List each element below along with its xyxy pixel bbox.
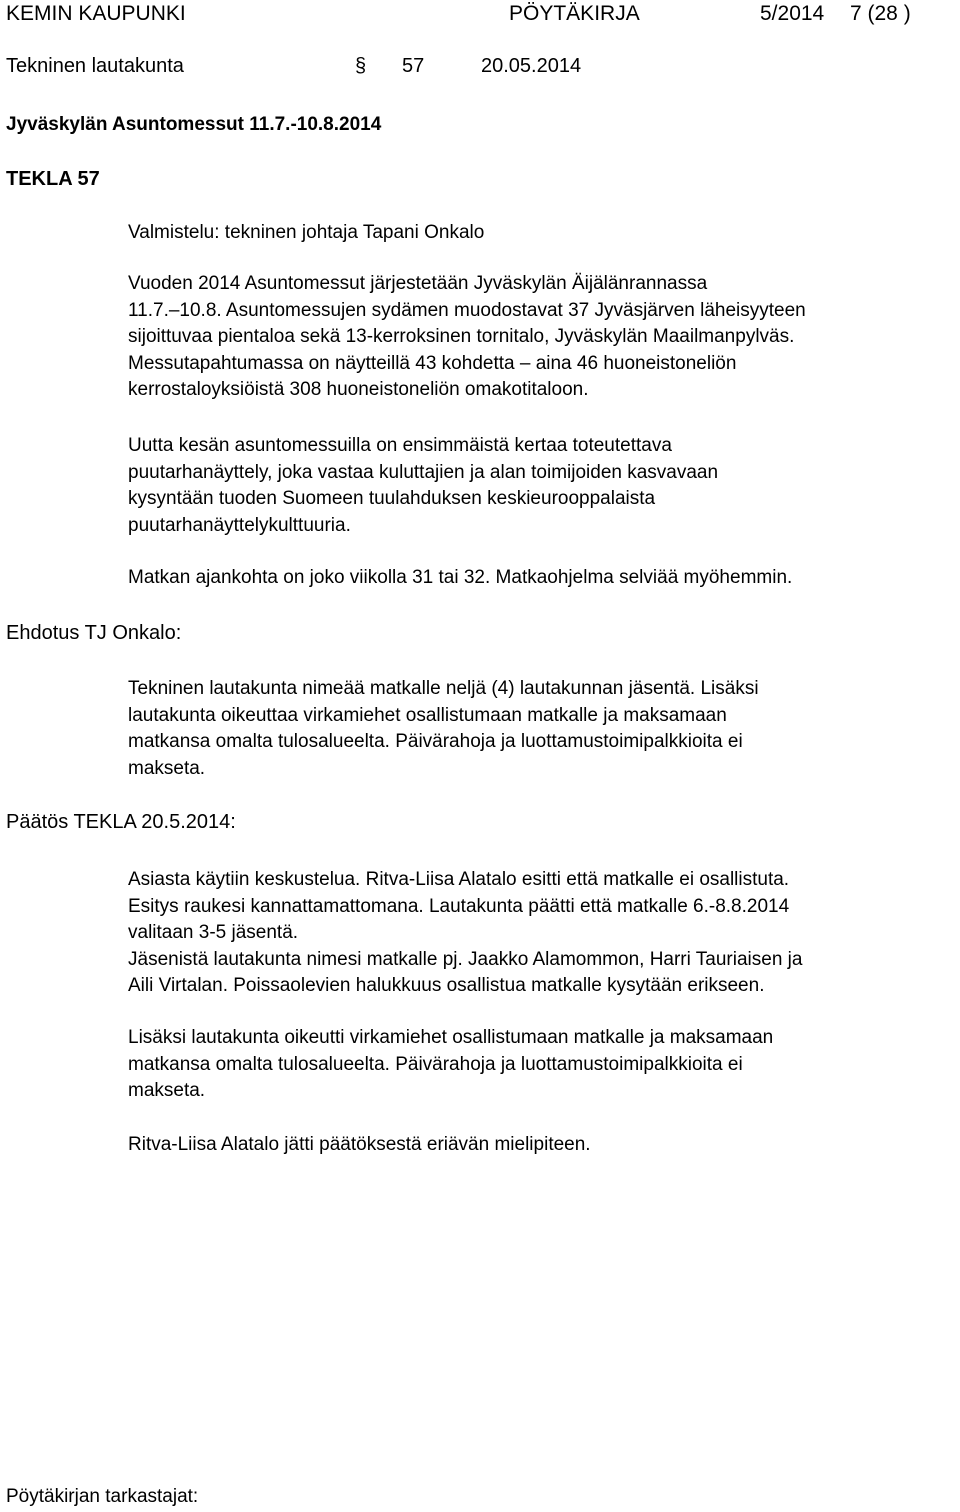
- header-doc-number: 5/2014: [760, 2, 825, 25]
- intro-paragraph: [128, 271, 958, 404]
- intro-line: Messutapahtumassa on näytteillä 43 kohdetta – aina 46 huoneistoneliön: [128, 352, 737, 374]
- decision-extra-line: makseta.: [128, 1080, 206, 1101]
- decision-paragraph: [128, 867, 958, 1000]
- garden-line: Uutta kesän asuntomessuilla on ensimmäistä kertaa toteutettava: [128, 435, 672, 456]
- header-page: 7 (28 ): [850, 2, 911, 25]
- section-symbol: §: [355, 55, 367, 77]
- intro-line: sijoittuvaa pientaloa sekä 13-kerroksinen tornitalo, Jyväskylän Maailmanpylväs.: [128, 326, 795, 347]
- proposal-paragraph: [128, 676, 958, 782]
- intro-line: kerrostaloyksiöistä 308 huoneistoneliön omakotitaloon.: [128, 379, 589, 400]
- decision-line: Aili Virtalan. Poissaolevien halukkuus osallistua matkalle kysytään erikseen.: [128, 975, 765, 996]
- decision-label: Päätös TEKLA 20.5.2014:: [6, 811, 236, 833]
- preparation-line: Valmistelu: tekninen johtaja Tapani Onkalo: [128, 222, 485, 243]
- decision-extra-line: matkansa omalta tulosalueelta. Päivärahoja ja luottamustoimipalkkioita ei: [128, 1053, 743, 1075]
- proposal-line: lautakunta oikeuttaa virkamiehet osallistumaan matkalle ja maksamaan: [128, 704, 727, 726]
- garden-line: puutarhanäyttelykulttuuria.: [128, 514, 351, 536]
- section-label: TEKLA 57: [6, 168, 100, 190]
- decision-extra-paragraph: [128, 1025, 958, 1105]
- proposal-line: matkansa omalta tulosalueelta. Päivärahoja ja luottamustoimipalkkioita ei: [128, 731, 743, 752]
- header-date: 20.05.2014: [481, 55, 582, 77]
- decision-line: Asiasta käytiin keskustelua. Ritva-Liisa Alatalo esitti että matkalle ei osallistuta.: [128, 869, 790, 890]
- garden-line: kysyntään tuoden Suomeen tuulahduksen keskieurooppalaista: [128, 488, 656, 509]
- header-doc-type: PÖYTÄKIRJA: [509, 2, 640, 25]
- decision-extra-line: Lisäksi lautakunta oikeutti virkamiehet osallistumaan matkalle ja maksamaan: [128, 1027, 774, 1048]
- garden-line: puutarhanäyttely, joka vastaa kuluttajien ja alan toimijoiden kasvavaan: [128, 461, 719, 483]
- proposal-line: Tekninen lautakunta nimeää matkalle neljä (4) lautakunnan jäsentä. Lisäksi: [128, 678, 759, 699]
- header-section-number: 57: [402, 55, 425, 77]
- proposal-line: makseta.: [128, 757, 206, 779]
- decision-line: Esitys raukesi kannattamattomana. Lautakunta päätti että matkalle 6.-8.8.2014: [128, 895, 790, 917]
- proposal-label: Ehdotus TJ Onkalo:: [6, 622, 182, 644]
- decision-line: valitaan 3-5 jäsentä.: [128, 922, 299, 943]
- footer-reviewers-label: Pöytäkirjan tarkastajat:: [6, 1486, 199, 1507]
- garden-paragraph: [128, 433, 958, 539]
- decision-line: Jäsenistä lautakunta nimesi matkalle pj. Jaakko Alamommon, Harri Tauriaisen ja: [128, 948, 803, 970]
- timing-line: Matkan ajankohta on joko viikolla 31 tai 32. Matkaohjelma selviää myöhemmin.: [128, 567, 793, 588]
- header-committee: Tekninen lautakunta: [6, 55, 184, 77]
- document-title: Jyväskylän Asuntomessut 11.7.-10.8.2014: [6, 114, 382, 135]
- dissent-line: Ritva-Liisa Alatalo jätti päätöksestä eriävän mielipiteen.: [128, 1134, 591, 1155]
- intro-line: 11.7.–10.8. Asuntomessujen sydämen muodostavat 37 Jyväsjärven läheisyyteen: [128, 299, 806, 321]
- header-city: KEMIN KAUPUNKI: [6, 2, 186, 25]
- intro-line: Vuoden 2014 Asuntomessut järjestetään Jyväskylän Äijälänrannassa: [128, 273, 708, 294]
